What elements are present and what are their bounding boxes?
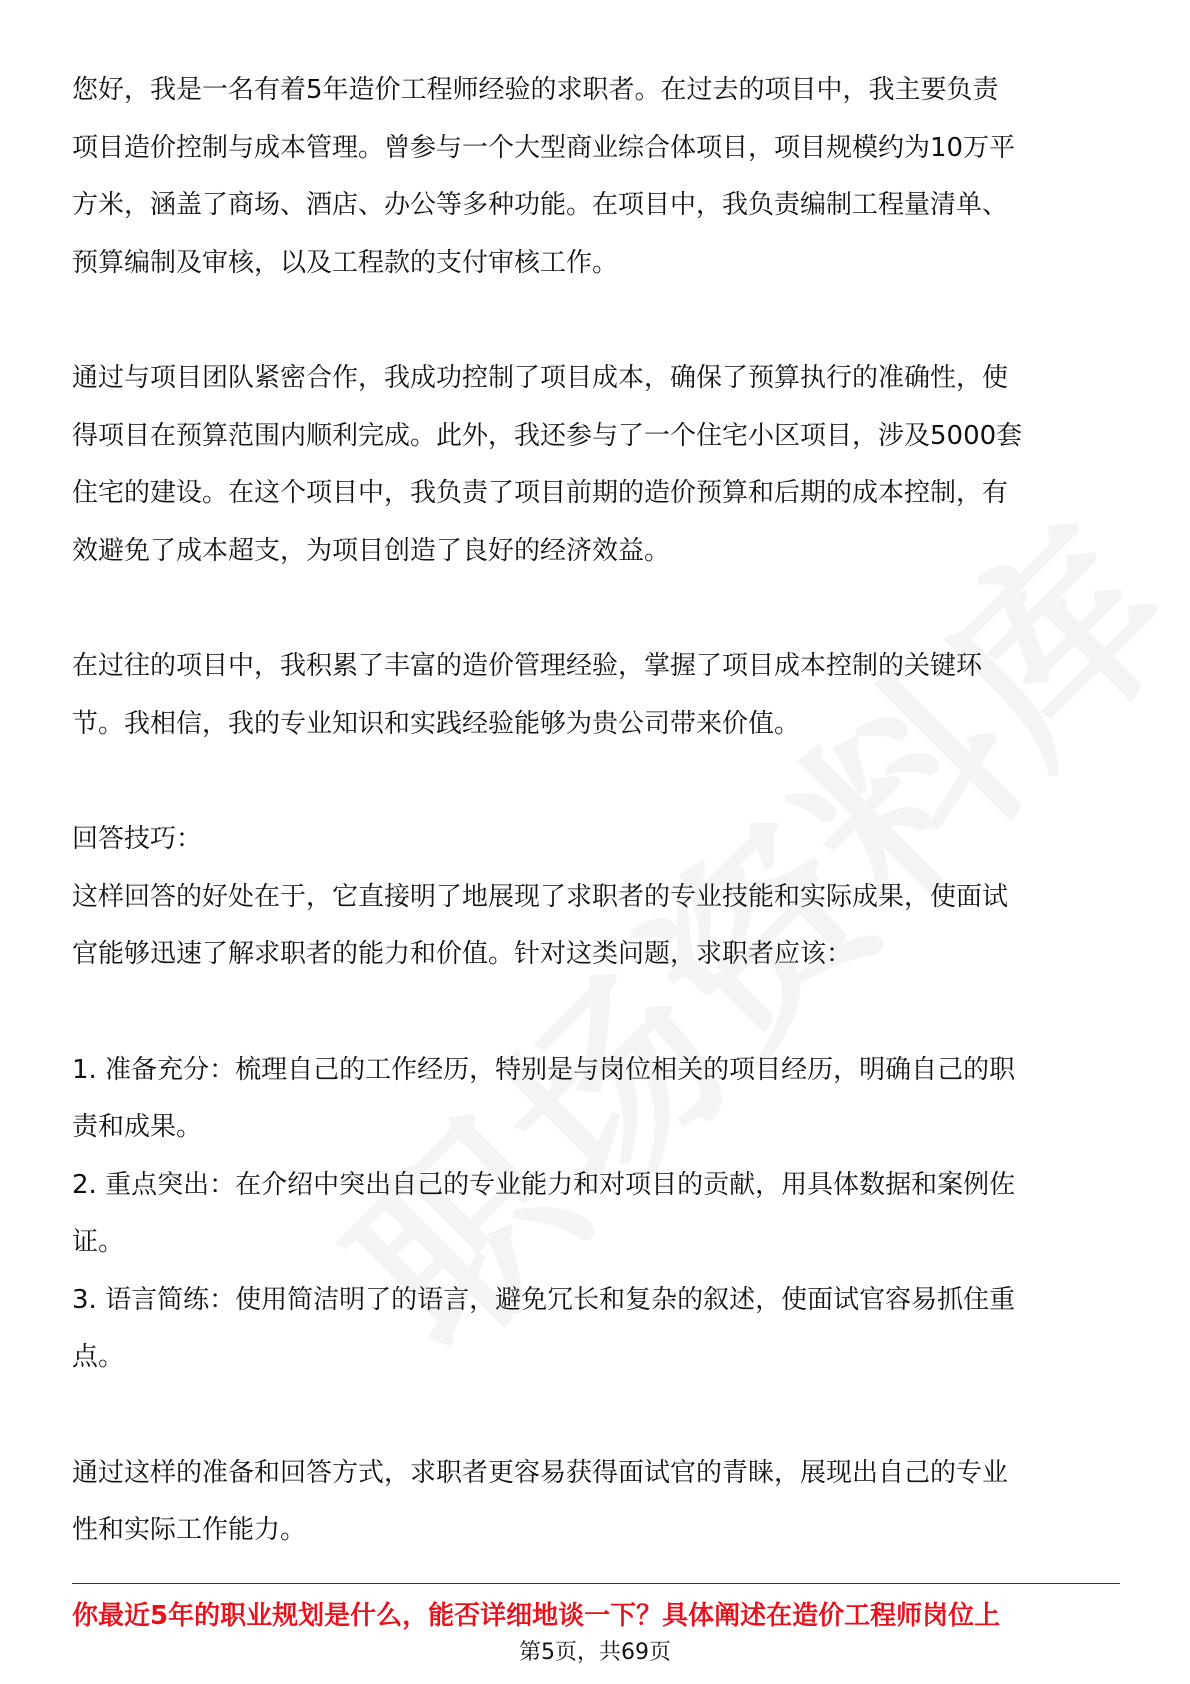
paragraph-intro: 您好，我是一名有着5年造价工程师经验的求职者。在过去的项目中，我主要负责 项目造价控制与成本管理。曾参与一个大型商业综合体项目，项目规模约为10万平 方米，涵盖了商场、酒店、办公等多种功能。在项目中，我负责编制工程量清单、 预算编制及审核，以及工程款的支付审核工作。 bbox=[72, 75, 1016, 278]
paragraph-summary: 在过往的项目中，我积累了丰富的造价管理经验，掌握了项目成本控制的关键环 节。我相信，我的专业知识和实践经验能够为贵公司带来价值。 bbox=[72, 651, 983, 739]
page-number: 第5页，共69页 bbox=[519, 1640, 671, 1665]
paragraph-achievements: 通过与项目团队紧密合作，我成功控制了项目成本，确保了预算执行的准确性，使 得项目在预算范围内顺利完成。此外，我还参与了一个住宅小区项目，涉及5000套 住宅的建设。在这个项目中，我负责了项目前期的造价预算和后期的成本控制，有 效避免了成本超支，为项目创造了良好的经济效益。 bbox=[72, 363, 1023, 566]
paragraph-answer-tips: 回答技巧： 这样回答的好处在于，它直接明了地展现了求职者的专业技能和实际成果，使面试 官能够迅速了解求职者的能力和价值。针对这类问题，求职者应该： bbox=[72, 824, 1009, 969]
paragraph-conclusion: 通过这样的准备和回答方式，求职者更容易获得面试官的青睐，展现出自己的专业 性和实际工作能力。 bbox=[72, 1457, 1009, 1545]
next-question-heading: 你最近5年的职业规划是什么，能否详细地谈一下？具体阐述在造价工程师岗位上 bbox=[72, 1601, 1001, 1631]
section-divider bbox=[72, 1583, 1120, 1584]
paragraph-tips-list: 1. 准备充分：梳理自己的工作经历，特别是与岗位相关的项目经历，明确自己的职 责和成果。 2. 重点突出：在介绍中突出自己的专业能力和对项目的贡献，用具体数据和案例佐 证。 3. 语言简练：使用简洁明了的语言，避免冗长和复杂的叙述，使面试官容易抓住重 点。 bbox=[72, 1054, 1016, 1372]
answer-body bbox=[72, 62, 1122, 1560]
